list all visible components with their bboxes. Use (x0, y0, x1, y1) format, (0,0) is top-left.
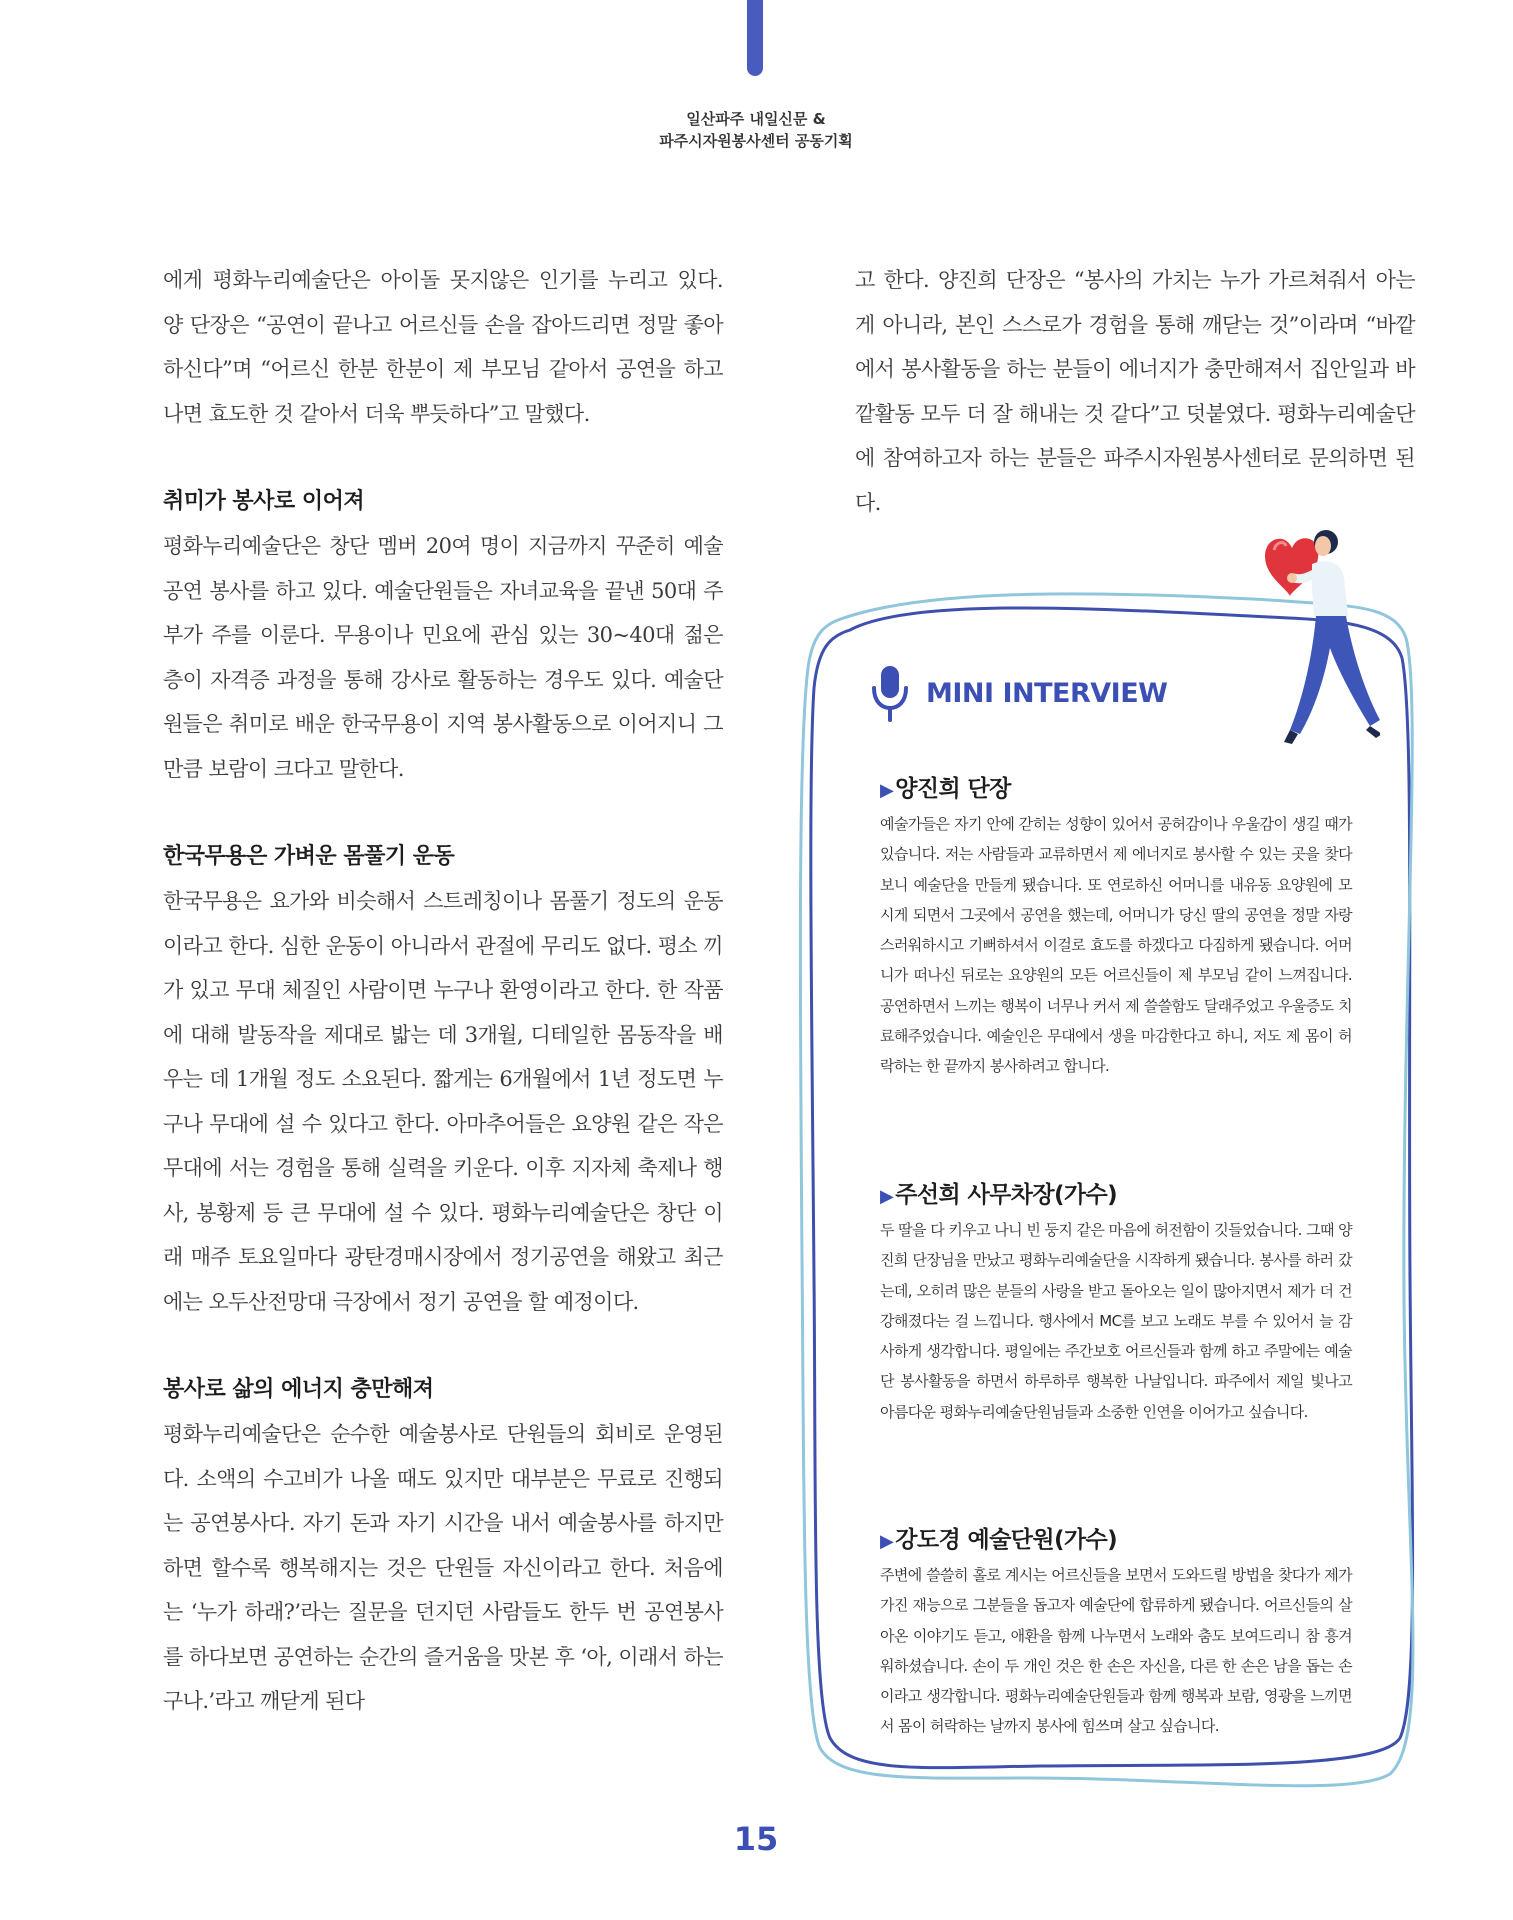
right-column (855, 258, 1415, 525)
interviewee-name: 강도경 예술단원(가수) (895, 1527, 1118, 1553)
header-line-1: 일산파주 내일신문 & (686, 110, 826, 128)
microphone-icon (870, 664, 910, 722)
section-body-dance: 한국무용은 요가와 비슷해서 스트레칭이나 몸풀기 정도의 운동이라고 한다. 심한 운동이 아니라서 관절에 무리도 없다. 평소 끼가 있고 무대 체질인 사람이면 누구나 환영이라고 한다. 한 작품에 대해 발동작을 제대로 밟는 데 3개월, 디테일한 몸동작을 배우는 데 1개월 정도 소요된다. 짧게는 6개월에서 1년 정도면 누구나 무대에 설 수 있다고 한다. 아마추어들은 요양원 같은 작은 무대에 서는 경험을 통해 실력을 키운다. 이후 지자체 축제나 행사, 봉황제 등 큰 무대에 설 수 있다. 평화누리예술단은 창단 이래 매주 토요일마다 광탄경매시장에서 정기공연을 해왔고 최근에는 오두산전망대 극장에서 정기 공연을 할 예정이다. (163, 889, 723, 1314)
right-paragraph: 고 한다. 양진희 단장은 “봉사의 가치는 누가 가르쳐줘서 아는 게 아니라, 본인 스스로가 경험을 통해 깨닫는 것”이라며 “바깥에서 봉사활동을 하는 분들이 에너지가 충만해져서 집안일과 바깥활동 모두 더 잘 해내는 것 같다”고 덧붙였다. 평화누리예술단에 참여하고자 하는 분들은 파주시자원봉사센터로 문의하면 된다. (855, 268, 1415, 515)
triangle-bullet-icon: ▶ (880, 1186, 894, 1207)
section-title-energy: 봉사로 삶의 에너지 충만해져 (163, 1377, 434, 1402)
triangle-bullet-icon: ▶ (880, 1531, 894, 1552)
section-body-hobby: 평화누리예술단은 창단 멤버 20여 명이 지금까지 꾸준히 예술공연 봉사를 하고 있다. 예술단원들은 자녀교육을 끝낸 50대 주부가 주를 이룬다. 무용이나 민요에 관심 있는 30~40대 젊은 층이 자격증 과정을 통해 강사로 활동하는 경우도 있다. 예술단원들은 취미로 배운 한국무용이 지역 봉사활동으로 이어지니 그만큼 보람이 크다고 말한다. (163, 534, 723, 781)
interviewee-name: 주선희 사무차장(가수) (895, 1182, 1118, 1208)
heart-person-illustration (1230, 520, 1380, 750)
interview-answer: 두 딸을 다 키우고 나니 빈 둥지 같은 마음에 허전함이 깃들었습니다. 그때 양진희 단장님을 만났고 평화누리예술단을 시작하게 됐습니다. 봉사를 하러 갔는데, 오히려 많은 분들의 사랑을 받고 돌아오는 일이 많아지면서 제가 더 건강해졌다는 걸 느낍니다. 행사에서 MC를 보고 노래도 부를 수 있어서 늘 감사하게 생각합니다. 평일에는 주간보호 어르신들과 함께 하고 주말에는 예술단 봉사활동을 하면서 하루하루 행복한 나날입니다. 파주에서 제일 빛나고 아름다운 평화누리예술단원님들과 소중한 인연을 이어가고 싶습니다. (880, 1221, 1352, 1421)
intro-paragraph: 에게 평화누리예술단은 아이돌 못지않은 인기를 누리고 있다. 양 단장은 “공연이 끝나고 어르신들 손을 잡아드리면 정말 좋아하신다”며 “어르신 한분 한분이 제 부모님 같아서 공연을 하고 나면 효도한 것 같아서 더욱 뿌듯하다”고 말했다. (163, 268, 723, 426)
page-number: 15 (733, 1820, 779, 1858)
interview-answer: 주변에 쓸쓸히 홀로 계시는 어르신들을 보면서 도와드릴 방법을 찾다가 제가 가진 재능으로 그분들을 돕고자 예술단에 합류하게 됐습니다. 어르신들의 살아온 이야기도 듣고, 애환을 함께 나누면서 노래와 춤도 보여드리니 참 흥겨워하셨습니다. 손이 두 개인 것은 한 손은 자신을, 다른 한 손은 남을 돕는 손이라고 생각합니다. 평화누리예술단원들과 함께 행복과 보람, 영광을 느끼면서 몸이 허락하는 날까지 봉사에 힘쓰며 살고 싶습니다. (880, 1566, 1352, 1736)
section-title-hobby: 취미가 봉사로 이어져 (163, 489, 365, 514)
section-body-energy: 평화누리예술단은 순수한 예술봉사로 단원들의 회비로 운영된다. 소액의 수고비가 나올 때도 있지만 대부분은 무료로 진행되는 공연봉사다. 자기 돈과 자기 시간을 내서 예술봉사를 하지만 하면 할수록 행복해지는 것은 단원들 자신이라고 한다. 처음에는 ‘누가 하래?’라는 질문을 던지던 사람들도 한두 번 공연봉사를 하다보면 공연하는 순간의 즐거움을 맛본 후 ‘아, 이래서 하는구나.’라고 깨닫게 된다 (163, 1422, 723, 1713)
interview-entry-1 (880, 770, 1352, 1082)
top-accent-bar (747, 0, 763, 76)
interviewee-name: 양진희 단장 (895, 776, 1011, 802)
triangle-bullet-icon: ▶ (880, 780, 894, 801)
interview-header (870, 664, 1167, 722)
interview-entry-3 (880, 1521, 1352, 1742)
header-line-2: 파주시자원봉사센터 공동기획 (659, 132, 853, 150)
left-column (163, 258, 723, 1724)
section-title-dance: 한국무용은 가벼운 몸풀기 운동 (163, 844, 455, 869)
interview-title: MINI INTERVIEW (926, 677, 1168, 709)
interview-entry-2 (880, 1176, 1352, 1427)
page-header (560, 108, 952, 152)
interview-answer: 예술가들은 자기 안에 갇히는 성향이 있어서 공허감이나 우울감이 생길 때가 있습니다. 저는 사람들과 교류하면서 제 에너지로 봉사할 수 있는 곳을 찾다보니 예술단을 만들게 됐습니다. 또 연로하신 어머니를 내유동 요양원에 모시게 되면서 그곳에서 공연을 했는데, 어머니가 당신 딸의 공연을 정말 자랑스러워하시고 기뻐하셔서 이걸로 효도를 하겠다고 다짐하게 됐습니다. 어머니가 떠나신 뒤로는 요양원의 모든 어르신들이 제 부모님 같이 느껴집니다. 공연하면서 느끼는 행복이 너무나 커서 제 쓸쓸함도 달래주었고 우울증도 치료해주었습니다. 예술인은 무대에서 생을 마감한다고 하니, 저도 제 몸이 허락하는 한 끝까지 봉사하려고 합니다. (880, 815, 1352, 1076)
